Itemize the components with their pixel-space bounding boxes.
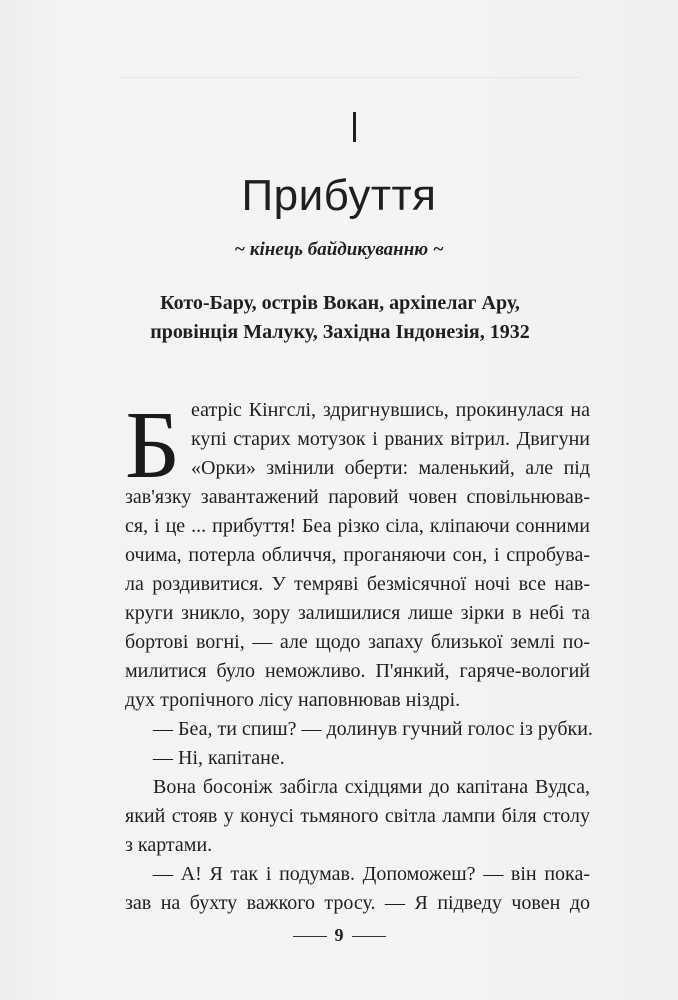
dialogue-line: — Беа, ти спиш? — долинув гучний голос із рубки.	[153, 718, 593, 740]
chapter-title: Прибуття	[241, 171, 437, 220]
text-line: Вона босоніж забігла східцями до капітана Вудса,	[153, 776, 590, 798]
folio-rule-right	[352, 936, 386, 937]
text-line: з картами.	[125, 834, 213, 856]
drop-cap-letter: Б	[125, 391, 181, 498]
text-line: ся, і це ... прибуття! Беа різко сіла, кліпаючи сонними	[125, 515, 590, 537]
text-line: милитися було неможливо. П'янкий, гаряче-вологий	[125, 660, 590, 682]
chapter-ornament-bar	[353, 112, 356, 142]
text-line: який стояв у конусі тьмяного світла лампи біля столу	[125, 805, 590, 827]
page-number: 9	[334, 925, 344, 945]
text-line: зав'язку завантажений паровий човен сповільнював-	[125, 486, 590, 508]
location-heading	[100, 289, 580, 347]
dialogue-line: — А! Я так і подумав. Допоможеш? — він пока-	[153, 863, 590, 885]
text-line: дух тропічного лісу наповнював ніздрі.	[125, 689, 461, 711]
text-line: ла роздивитися. У темряві безмісячної ночі все нав-	[125, 573, 590, 595]
text-line: очима, потерла обличчя, проганяючи сон, і спробува-	[125, 544, 590, 566]
text-line: «Орки» змінили оберти: маленький, але під	[191, 457, 590, 479]
folio-rule-left	[293, 936, 327, 937]
dialogue-line: — Ні, капітане.	[153, 747, 285, 769]
location-line-1: Кото-Бару, острів Вокан, архіпелаг Ару,	[160, 292, 520, 314]
location-line-2: провінція Малуку, Західна Індонезія, 1932	[150, 321, 530, 343]
chapter-subtitle: ~ кінець байдикуванню ~	[234, 239, 444, 260]
page-folio	[0, 923, 678, 947]
text-line: бортові вогні, — але щодо запаху близької землі по-	[125, 631, 590, 653]
show-through-header	[120, 45, 580, 78]
text-line: купі старих мотузок і рваних вітрил. Двигуни	[191, 428, 590, 450]
body-text	[125, 391, 593, 918]
text-line: круги зникло, зору залишилися лише зірки в небі та	[125, 602, 590, 624]
text-line: еатріс Кінгслі, здригнувшись, прокинулася на	[191, 399, 590, 421]
text-line: зав на бухту важкого тросу. — Я підведу човен до	[125, 892, 590, 914]
